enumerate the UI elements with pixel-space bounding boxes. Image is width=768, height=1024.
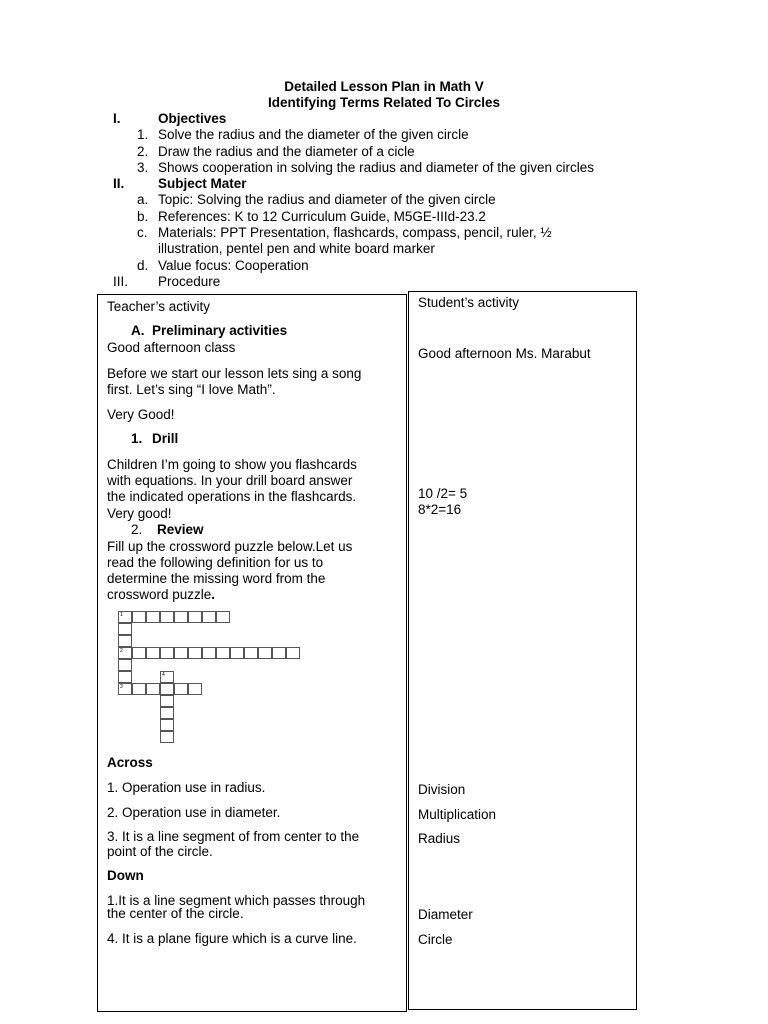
- teacher-text: Children I’m going to show you flashcards: [107, 457, 357, 472]
- crossword-cell: [160, 707, 174, 719]
- teacher-text: Very Good!: [107, 407, 175, 422]
- crossword-cell: [160, 611, 174, 623]
- student-answer-multiplication: Multiplication: [418, 807, 497, 822]
- clue-across-2: 2. Operation use in diameter.: [107, 805, 281, 820]
- crossword-cell: [188, 683, 202, 695]
- crossword-cell: [146, 611, 160, 623]
- student-column-heading: Student’s activity: [418, 295, 520, 310]
- subject-item: Materials: PPT Presentation, flashcards, compass, pencil, ruler, ½: [158, 225, 552, 240]
- objective-item: Shows cooperation in solving the radius and diameter of the given circles: [158, 160, 594, 175]
- crossword-clue-number: 4: [162, 672, 165, 678]
- student-answer-diameter: Diameter: [418, 907, 473, 922]
- crossword-clue-number: 2: [120, 648, 123, 654]
- student-answer-radius: Radius: [418, 831, 461, 846]
- down-heading: Down: [107, 868, 144, 883]
- clue-across-1: 1. Operation use in radius.: [107, 780, 266, 795]
- section-heading-objectives: Objectives: [158, 111, 227, 126]
- document-subtitle: Identifying Terms Related To Circles: [267, 95, 501, 110]
- student-answer-division: Division: [418, 782, 466, 797]
- objective-number: 1.: [137, 127, 149, 142]
- crossword-cell: [132, 683, 146, 695]
- crossword-cell: [216, 647, 230, 659]
- subject-item-continued: illustration, pentel pen and white board marker: [158, 241, 435, 256]
- review-number: 2.: [131, 522, 143, 537]
- crossword-cell: [132, 611, 146, 623]
- crossword-cell: [118, 659, 132, 671]
- objective-item: Draw the radius and the diameter of a cicle: [158, 144, 415, 159]
- prelim-letter: A.: [131, 323, 145, 338]
- section-heading-procedure: Procedure: [158, 274, 221, 289]
- crossword-cell: [132, 647, 146, 659]
- crossword-cell: [188, 611, 202, 623]
- section-numeral-procedure: III.: [113, 274, 129, 289]
- subject-letter: c.: [137, 225, 148, 240]
- teacher-text: Before we start our lesson lets sing a song: [107, 366, 362, 381]
- crossword-cell: [118, 671, 132, 683]
- clue-across-3: 3. It is a line segment of from center to the: [107, 829, 360, 844]
- student-answer: 8*2=16: [418, 502, 462, 517]
- subject-letter: b.: [137, 209, 149, 224]
- clue-down-1-cont: the center of the circle.: [107, 906, 244, 921]
- objective-item: Solve the radius and the diameter of the given circle: [158, 127, 469, 142]
- crossword-clue-number: 1: [120, 612, 123, 618]
- crossword-cell: [258, 647, 272, 659]
- drill-heading: Drill: [152, 431, 179, 446]
- crossword-cell: [146, 647, 160, 659]
- section-numeral-objectives: I.: [113, 111, 121, 126]
- crossword-clue-number: 3: [120, 684, 123, 690]
- crossword-cell: [160, 683, 174, 695]
- clue-across-3-cont: point of the circle.: [107, 844, 213, 859]
- student-answer: 10 /2= 5: [418, 486, 468, 501]
- crossword-cell: [216, 611, 230, 623]
- teacher-text: crossword puzzle.: [107, 587, 216, 602]
- teacher-text: with equations. In your drill board answer: [107, 473, 353, 488]
- subject-letter: a.: [137, 192, 149, 207]
- objective-number: 2.: [137, 144, 149, 159]
- student-answer-circle: Circle: [418, 932, 453, 947]
- teacher-text: Fill up the crossword puzzle below.Let us: [107, 539, 353, 554]
- teacher-greeting: Good afternoon class: [107, 340, 236, 355]
- subject-item: Value focus: Cooperation: [158, 258, 309, 273]
- crossword-cell: [160, 695, 174, 707]
- teacher-column-heading: Teacher’s activity: [107, 299, 211, 314]
- student-column-box: [408, 291, 637, 1010]
- crossword-cell: [146, 683, 160, 695]
- clue-down-1: 1.It is a line segment which passes through: [107, 893, 366, 908]
- document-title: Detailed Lesson Plan in Math V: [284, 79, 484, 94]
- clue-down-4: 4. It is a plane figure which is a curve line.: [107, 931, 357, 946]
- subject-letter: d.: [137, 258, 149, 273]
- crossword-cell: [286, 647, 300, 659]
- crossword-cell: [202, 647, 216, 659]
- subject-item: References: K to 12 Curriculum Guide, M5GE-IIId-23.2: [158, 209, 486, 224]
- crossword-cell: [118, 623, 132, 635]
- crossword-cell: [174, 683, 188, 695]
- teacher-text: first. Let’s sing “I love Math”.: [107, 382, 276, 397]
- section-heading-subject: Subject Mater: [158, 176, 247, 191]
- crossword-cell: [188, 647, 202, 659]
- crossword-cell: [230, 647, 244, 659]
- crossword-cell: [244, 647, 258, 659]
- crossword-cell: [160, 731, 174, 743]
- crossword-cell: [160, 719, 174, 731]
- teacher-text: determine the missing word from the: [107, 571, 326, 586]
- drill-number: 1.: [131, 431, 143, 446]
- section-numeral-subject: II.: [113, 176, 125, 191]
- objective-number: 3.: [137, 160, 149, 175]
- review-heading: Review: [157, 522, 204, 537]
- across-heading: Across: [107, 755, 153, 770]
- crossword-cell: [272, 647, 286, 659]
- crossword-puzzle: [118, 611, 308, 746]
- crossword-cell: [174, 647, 188, 659]
- teacher-text: Very good!: [107, 506, 172, 521]
- crossword-cell: [174, 611, 188, 623]
- teacher-text: read the following definition for us to: [107, 555, 324, 570]
- crossword-cell: [202, 611, 216, 623]
- crossword-cell: [160, 647, 174, 659]
- student-greeting: Good afternoon Ms. Marabut: [418, 346, 591, 361]
- crossword-cell: [118, 635, 132, 647]
- prelim-heading: Preliminary activities: [152, 323, 288, 338]
- teacher-text: the indicated operations in the flashcards.: [107, 489, 357, 504]
- subject-item: Topic: Solving the radius and diameter of the given circle: [158, 192, 496, 207]
